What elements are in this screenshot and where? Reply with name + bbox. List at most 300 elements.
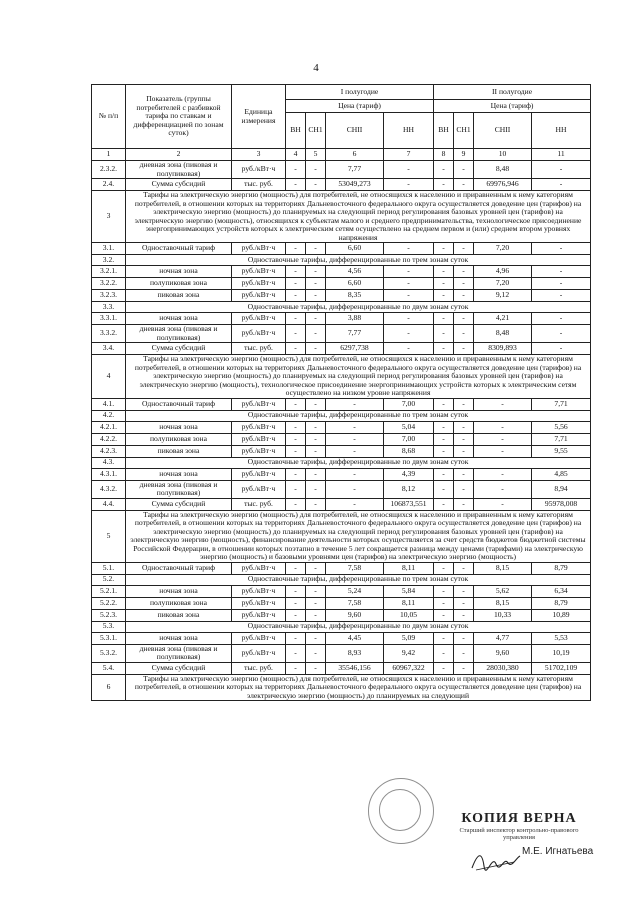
table-body: [92, 161, 591, 701]
table-row: [92, 243, 591, 255]
row-unit: руб./кВт·ч: [232, 468, 286, 480]
row-value: -: [434, 433, 454, 445]
col-index: 6: [326, 149, 384, 161]
row-value: 5,53: [532, 632, 591, 644]
row-value: -: [454, 609, 474, 621]
row-value: -: [474, 398, 532, 410]
row-value: -: [286, 480, 306, 498]
row-value: 9,60: [326, 609, 384, 621]
row-unit: руб./кВт·ч: [232, 644, 286, 662]
header-sn2-2: СНII: [474, 113, 532, 149]
row-value: -: [454, 562, 474, 574]
row-value: -: [454, 445, 474, 457]
row-value: 8,11: [384, 562, 434, 574]
row-value: -: [434, 562, 454, 574]
row-value: -: [384, 243, 434, 255]
row-unit: тыс. руб.: [232, 662, 286, 674]
row-value: 8,12: [384, 480, 434, 498]
header-half-2: II полугодие: [434, 85, 591, 100]
row-value: 6,60: [326, 243, 384, 255]
row-value: -: [434, 325, 454, 343]
row-value: -: [474, 445, 532, 457]
row-value: 10,89: [532, 609, 591, 621]
row-value: -: [306, 278, 326, 290]
row-label: Сумма субсидий: [126, 343, 232, 355]
row-value: 4,85: [532, 468, 591, 480]
row-value: -: [434, 585, 454, 597]
row-value: 8,79: [532, 597, 591, 609]
row-unit: руб./кВт·ч: [232, 243, 286, 255]
row-value: -: [286, 161, 306, 179]
row-value: -: [286, 644, 306, 662]
row-value: 7,77: [326, 161, 384, 179]
section-number: 3.2.: [92, 255, 126, 266]
row-number: 3.2.1.: [92, 266, 126, 278]
row-label: дневная зона (пиковая и полупиковая): [126, 161, 232, 179]
row-value: -: [306, 480, 326, 498]
copy-title: КОПИЯ ВЕРНА: [461, 811, 577, 826]
section-row: [92, 457, 591, 468]
header-vn-1: ВН: [286, 113, 306, 149]
row-value: 7,58: [326, 597, 384, 609]
category-row: [92, 191, 591, 243]
section-number: 4.2.: [92, 410, 126, 421]
row-value: 8,15: [474, 562, 532, 574]
row-value: 4,77: [474, 632, 532, 644]
row-value: -: [286, 290, 306, 302]
row-value: -: [326, 468, 384, 480]
row-label: ночная зона: [126, 632, 232, 644]
row-value: -: [326, 398, 384, 410]
row-unit: тыс. руб.: [232, 343, 286, 355]
row-value: 95978,008: [532, 498, 591, 510]
row-value: -: [306, 445, 326, 457]
col-index: 10: [474, 149, 532, 161]
row-value: -: [306, 433, 326, 445]
row-unit: руб./кВт·ч: [232, 313, 286, 325]
row-value: -: [474, 433, 532, 445]
row-value: -: [474, 421, 532, 433]
row-value: -: [306, 325, 326, 343]
row-value: 8,93: [326, 644, 384, 662]
row-value: -: [454, 597, 474, 609]
col-index: 8: [434, 149, 454, 161]
row-value: 7,71: [532, 433, 591, 445]
section-title: Одноставочные тарифы, дифференцированные по трем зонам суток: [126, 574, 591, 585]
row-unit: тыс. руб.: [232, 498, 286, 510]
row-number: 5.1.: [92, 562, 126, 574]
row-value: -: [384, 290, 434, 302]
row-number: 4.3.2.: [92, 480, 126, 498]
row-value: -: [434, 266, 454, 278]
row-value: -: [286, 313, 306, 325]
col-index: 5: [306, 149, 326, 161]
row-value: 6297,738: [326, 343, 384, 355]
table-row: [92, 421, 591, 433]
row-value: -: [454, 498, 474, 510]
row-label: пиковая зона: [126, 290, 232, 302]
row-value: 60967,322: [384, 662, 434, 674]
row-value: -: [434, 179, 454, 191]
col-index: 3: [232, 149, 286, 161]
row-value: 5,62: [474, 585, 532, 597]
header-price-1: Цена (тариф): [286, 100, 434, 113]
row-value: -: [384, 343, 434, 355]
row-label: ночная зона: [126, 585, 232, 597]
section-row: [92, 255, 591, 266]
row-value: -: [454, 161, 474, 179]
row-value: -: [286, 243, 306, 255]
row-value: 7,77: [326, 325, 384, 343]
section-row: [92, 410, 591, 421]
row-label: Одноставочный тариф: [126, 243, 232, 255]
row-value: -: [532, 278, 591, 290]
row-value: 4,96: [474, 266, 532, 278]
table-row: [92, 290, 591, 302]
row-value: -: [286, 662, 306, 674]
row-value: 4,21: [474, 313, 532, 325]
table-row: [92, 662, 591, 674]
table-row: [92, 597, 591, 609]
row-number: 3.1.: [92, 243, 126, 255]
row-value: -: [286, 609, 306, 621]
row-value: -: [306, 266, 326, 278]
row-value: -: [306, 662, 326, 674]
row-value: -: [434, 445, 454, 457]
row-value: 8,94: [532, 480, 591, 498]
table-row: [92, 313, 591, 325]
table-row: [92, 644, 591, 662]
row-value: -: [286, 445, 306, 457]
row-value: -: [454, 243, 474, 255]
row-label: ночная зона: [126, 468, 232, 480]
table-row: [92, 325, 591, 343]
section-number: 4.3.: [92, 457, 126, 468]
row-value: 5,84: [384, 585, 434, 597]
row-number: 5.2.1.: [92, 585, 126, 597]
section-row: [92, 302, 591, 313]
col-index: 7: [384, 149, 434, 161]
category-description: Тарифы на электрическую энергию (мощность) для потребителей, не относящихся к населению и приравненным к нему категориям потребителей, в отношении которых на территориях Дальневосточного федерального округа осуществляется доведение цен (тарифов) на электрическую энергию (мощность) до планируемых на следующий период регулирования базовых уровней цен (тарифов) на электрическую энергию (мощность), технологическое присоединение энергопринимающих устройств которых к электрическим сетям осуществлено на низком уровне напряжения: [126, 355, 591, 399]
section-number: 5.2.: [92, 574, 126, 585]
row-value: 7,71: [532, 398, 591, 410]
row-unit: руб./кВт·ч: [232, 421, 286, 433]
table-row: [92, 632, 591, 644]
row-value: 5,04: [384, 421, 434, 433]
row-unit: руб./кВт·ч: [232, 266, 286, 278]
row-value: -: [306, 632, 326, 644]
section-title: Одноставочные тарифы, дифференцированные по двум зонам суток: [126, 457, 591, 468]
section-row: [92, 621, 591, 632]
row-value: 35546,156: [326, 662, 384, 674]
row-value: 10,19: [532, 644, 591, 662]
row-number: 5.2.3.: [92, 609, 126, 621]
row-value: -: [454, 585, 474, 597]
category-number: 5: [92, 510, 126, 562]
row-number: 3.4.: [92, 343, 126, 355]
row-value: -: [532, 243, 591, 255]
row-unit: руб./кВт·ч: [232, 325, 286, 343]
row-value: -: [434, 398, 454, 410]
row-label: дневная зона (пиковая и полупиковая): [126, 325, 232, 343]
row-label: Одноставочный тариф: [126, 562, 232, 574]
row-value: -: [434, 421, 454, 433]
section-row: [92, 574, 591, 585]
row-value: 8,79: [532, 562, 591, 574]
row-value: -: [286, 421, 306, 433]
row-unit: руб./кВт·ч: [232, 398, 286, 410]
row-number: 5.3.1.: [92, 632, 126, 644]
row-value: -: [532, 161, 591, 179]
row-value: -: [286, 278, 306, 290]
row-value: -: [286, 468, 306, 480]
table-row: [92, 445, 591, 457]
row-value: -: [454, 632, 474, 644]
header-num: № п/п: [92, 85, 126, 149]
row-value: -: [306, 498, 326, 510]
row-value: -: [454, 468, 474, 480]
row-unit: тыс. руб.: [232, 179, 286, 191]
row-value: 5,24: [326, 585, 384, 597]
category-row: [92, 674, 591, 701]
row-unit: руб./кВт·ч: [232, 480, 286, 498]
row-unit: руб./кВт·ч: [232, 161, 286, 179]
row-unit: руб./кВт·ч: [232, 278, 286, 290]
row-unit: руб./кВт·ч: [232, 445, 286, 457]
row-value: -: [306, 585, 326, 597]
row-value: -: [384, 161, 434, 179]
row-value: 4,45: [326, 632, 384, 644]
row-value: -: [286, 325, 306, 343]
header-indicator: Показатель (группы потребителей с разбивкой тарифа по ставкам и дифференциацией по зонам суток): [126, 85, 232, 149]
header-vn-2: ВН: [434, 113, 454, 149]
row-value: -: [434, 243, 454, 255]
row-value: -: [532, 266, 591, 278]
row-label: ночная зона: [126, 421, 232, 433]
row-value: -: [474, 468, 532, 480]
row-number: 4.2.1.: [92, 421, 126, 433]
page-number: 4: [313, 62, 319, 74]
row-value: 7,00: [384, 433, 434, 445]
row-value: -: [454, 421, 474, 433]
row-value: -: [454, 480, 474, 498]
row-value: 7,20: [474, 243, 532, 255]
row-value: -: [434, 468, 454, 480]
table-row: [92, 278, 591, 290]
row-value: -: [384, 179, 434, 191]
row-value: -: [286, 498, 306, 510]
row-value: -: [306, 597, 326, 609]
row-value: -: [306, 609, 326, 621]
row-value: -: [454, 325, 474, 343]
section-title: Одноставочные тарифы, дифференцированные по трем зонам суток: [126, 410, 591, 421]
category-description: Тарифы на электрическую энергию (мощность) для потребителей, не относящихся к населению и приравненным к нему категориям потребителей, в отношении которых на территориях Дальневосточного федерального округа осуществляется доведение цен (тарифов) на электрическую энергию (мощность) до планируемых на следующий период регулирования базовых уровней цен (тарифов) на электрическую энергию (мощность), относящихся к субъектам малого и среднего предпринимательства, технологическое присоединение энергопринимающих устройств которых к электрическим сетям осуществлено на среднем первом и (или) среднем втором уровнях напряжения: [126, 191, 591, 243]
row-value: -: [286, 562, 306, 574]
row-value: 8309,893: [474, 343, 532, 355]
row-value: -: [532, 313, 591, 325]
certification-block: [446, 811, 592, 841]
row-value: -: [454, 266, 474, 278]
row-label: полупиковая зона: [126, 597, 232, 609]
table-row: [92, 343, 591, 355]
category-number: 4: [92, 355, 126, 399]
row-label: Одноставочный тариф: [126, 398, 232, 410]
row-value: -: [326, 480, 384, 498]
table-row: [92, 266, 591, 278]
tariff-table: [91, 84, 591, 701]
row-value: -: [532, 179, 591, 191]
row-number: 5.2.2.: [92, 597, 126, 609]
row-number: 5.4.: [92, 662, 126, 674]
row-value: 10,33: [474, 609, 532, 621]
row-value: 6,34: [532, 585, 591, 597]
table-row: [92, 498, 591, 510]
row-value: 51702,109: [532, 662, 591, 674]
header-half-1: I полугодие: [286, 85, 434, 100]
row-value: 9,60: [474, 644, 532, 662]
row-value: 9,42: [384, 644, 434, 662]
header-unit: Единица измерения: [232, 85, 286, 149]
row-value: 106873,551: [384, 498, 434, 510]
row-label: ночная зона: [126, 266, 232, 278]
table-row: [92, 398, 591, 410]
col-index: 1: [92, 149, 126, 161]
row-value: -: [434, 278, 454, 290]
row-number: 2.4.: [92, 179, 126, 191]
col-index: 9: [454, 149, 474, 161]
row-value: -: [384, 325, 434, 343]
header-sn1-2: СН1: [454, 113, 474, 149]
row-value: -: [454, 278, 474, 290]
table-row: [92, 433, 591, 445]
row-number: 4.3.1.: [92, 468, 126, 480]
row-value: -: [326, 498, 384, 510]
category-description: Тарифы на электрическую энергию (мощность) для потребителей, не относящихся к населению и приравненным к нему категориям потребителей, в отношении которых на территориях Дальневосточного федерального округа осуществляется доведение цен (тарифов) на электрическую энергию (мощность) до планируемых на следующий период регулирования базовых уровней цен (тарифов) на электрическую энергию (мощность), финансирование деятельности которых осуществляется за счет средств бюджетов бюджетной системы Российской Федерации, в отношении которых поэтапно в течение 5 лет сокращается разница между ценами (тарифами) на электрическую энергию (мощность) и базовыми уровнями цен (тарифов) на электрическую энергию (мощность): [126, 510, 591, 562]
column-number-row: [92, 149, 591, 161]
table-row: [92, 179, 591, 191]
handwritten-signature: [470, 848, 522, 874]
table-row: [92, 585, 591, 597]
row-unit: руб./кВт·ч: [232, 585, 286, 597]
row-number: 4.2.3.: [92, 445, 126, 457]
row-value: 28030,380: [474, 662, 532, 674]
row-value: 9,55: [532, 445, 591, 457]
row-value: 7,58: [326, 562, 384, 574]
row-label: Сумма субсидий: [126, 662, 232, 674]
row-unit: руб./кВт·ч: [232, 597, 286, 609]
col-index: 2: [126, 149, 232, 161]
row-value: -: [326, 445, 384, 457]
row-number: 4.4.: [92, 498, 126, 510]
row-value: 10,05: [384, 609, 434, 621]
row-value: -: [286, 433, 306, 445]
row-value: -: [384, 278, 434, 290]
section-number: 5.3.: [92, 621, 126, 632]
row-value: -: [474, 498, 532, 510]
row-label: ночная зона: [126, 313, 232, 325]
row-value: -: [434, 480, 454, 498]
row-value: -: [286, 179, 306, 191]
row-label: дневная зона (пиковая и полупиковая): [126, 480, 232, 498]
row-value: -: [454, 644, 474, 662]
row-unit: руб./кВт·ч: [232, 290, 286, 302]
row-value: -: [434, 161, 454, 179]
row-value: -: [532, 343, 591, 355]
row-value: 3,88: [326, 313, 384, 325]
row-number: 3.2.2.: [92, 278, 126, 290]
row-value: -: [384, 313, 434, 325]
row-value: -: [454, 433, 474, 445]
row-number: 2.3.2.: [92, 161, 126, 179]
row-value: 4,39: [384, 468, 434, 480]
row-value: -: [306, 290, 326, 302]
row-unit: руб./кВт·ч: [232, 632, 286, 644]
row-number: 4.1.: [92, 398, 126, 410]
row-value: -: [306, 243, 326, 255]
row-value: -: [434, 632, 454, 644]
row-value: -: [454, 179, 474, 191]
row-value: 8,35: [326, 290, 384, 302]
row-value: -: [286, 343, 306, 355]
row-value: -: [532, 290, 591, 302]
table-row: [92, 562, 591, 574]
row-value: 7,00: [384, 398, 434, 410]
row-value: -: [532, 325, 591, 343]
row-label: Сумма субсидий: [126, 179, 232, 191]
row-value: -: [306, 562, 326, 574]
row-value: -: [306, 398, 326, 410]
row-value: -: [454, 290, 474, 302]
row-value: -: [326, 433, 384, 445]
row-number: 5.3.2.: [92, 644, 126, 662]
row-value: -: [286, 398, 306, 410]
row-value: -: [454, 398, 474, 410]
row-number: 3.2.3.: [92, 290, 126, 302]
row-value: -: [286, 632, 306, 644]
row-value: -: [454, 343, 474, 355]
row-value: -: [454, 313, 474, 325]
row-value: 69976,946: [474, 179, 532, 191]
category-number: 3: [92, 191, 126, 243]
row-label: Сумма субсидий: [126, 498, 232, 510]
row-value: 8,11: [384, 597, 434, 609]
table-row: [92, 161, 591, 179]
section-number: 3.3.: [92, 302, 126, 313]
row-value: 8,48: [474, 325, 532, 343]
row-value: 8,48: [474, 161, 532, 179]
row-label: дневная зона (пиковая и полупиковая): [126, 644, 232, 662]
row-label: полупиковая зона: [126, 278, 232, 290]
row-value: -: [384, 266, 434, 278]
row-value: -: [326, 421, 384, 433]
row-value: -: [306, 161, 326, 179]
header-sn1-1: СН1: [306, 113, 326, 149]
row-unit: руб./кВт·ч: [232, 609, 286, 621]
row-value: -: [306, 343, 326, 355]
row-label: пиковая зона: [126, 445, 232, 457]
row-label: полупиковая зона: [126, 433, 232, 445]
row-value: -: [286, 266, 306, 278]
row-number: 3.3.2.: [92, 325, 126, 343]
table-row: [92, 468, 591, 480]
row-unit: руб./кВт·ч: [232, 562, 286, 574]
row-value: 5,09: [384, 632, 434, 644]
header-nn-2: НН: [532, 113, 591, 149]
row-unit: руб./кВт·ч: [232, 433, 286, 445]
row-value: 9,12: [474, 290, 532, 302]
row-number: 3.3.1.: [92, 313, 126, 325]
header-sn2-1: СНII: [326, 113, 384, 149]
